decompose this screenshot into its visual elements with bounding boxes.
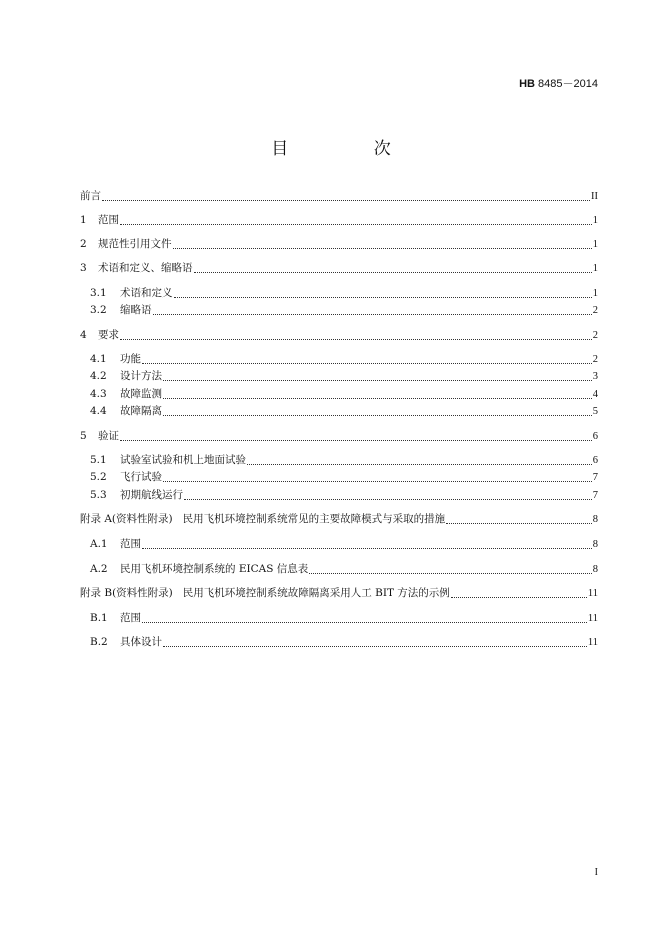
- toc-label: 民用飞机环境控制系统故障隔离采用人工 BIT 方法的示例: [182, 587, 450, 599]
- page-number: I: [594, 867, 598, 878]
- toc-entry-foreword[interactable]: [80, 188, 598, 204]
- toc-label: 民用飞机环境控制系统常见的主要故障模式与采取的措施: [182, 513, 446, 525]
- toc-number: 3.2: [90, 304, 107, 316]
- toc-page: 5: [592, 406, 598, 417]
- toc-number: A.2: [90, 563, 108, 575]
- toc-label: 故障监测: [120, 388, 162, 400]
- toc-entry-3-1[interactable]: [90, 285, 598, 301]
- leader-dots: [163, 398, 592, 399]
- toc-number: 4: [80, 329, 87, 341]
- toc-page: 2: [592, 305, 598, 316]
- leader-dots: [142, 363, 592, 364]
- toc-label: 设计方法: [120, 370, 162, 382]
- toc-label: 试验室试验和机上地面试验: [120, 454, 246, 466]
- toc-entry-annex-a[interactable]: [80, 511, 598, 527]
- toc-entry-3-2[interactable]: [90, 302, 598, 318]
- toc-page: 1: [592, 239, 598, 250]
- leader-dots: [163, 415, 592, 416]
- toc-label: 验证: [98, 430, 119, 442]
- standard-code: 8485－2014: [538, 78, 598, 90]
- toc-number: 5.1: [90, 454, 107, 466]
- toc-number: 4.4: [90, 405, 107, 417]
- toc-entry-4-3[interactable]: [90, 386, 598, 402]
- toc-entry-3[interactable]: [80, 260, 598, 276]
- toc-label: 术语和定义: [120, 287, 173, 299]
- leader-dots: [451, 597, 587, 598]
- toc-entry-5[interactable]: [80, 428, 598, 444]
- toc-page: 4: [592, 389, 598, 400]
- leader-dots: [184, 499, 592, 500]
- page-title: 目 次: [271, 139, 431, 159]
- toc-label: 范围: [120, 612, 141, 624]
- toc-entry-a-1[interactable]: [90, 536, 598, 552]
- toc-number: 5.2: [90, 471, 107, 483]
- leader-dots: [163, 646, 587, 647]
- toc-page: 1: [592, 215, 598, 226]
- toc-label: 民用飞机环境控制系统的 EICAS 信息表: [120, 563, 309, 575]
- toc-number: 2: [80, 238, 87, 250]
- leader-dots: [163, 481, 592, 482]
- toc-label: 术语和定义、缩略语: [98, 262, 193, 274]
- leader-dots: [247, 464, 592, 465]
- toc-number: 5: [80, 430, 87, 442]
- toc-entry-2[interactable]: [80, 236, 598, 252]
- toc-page: 3: [592, 371, 598, 382]
- toc-page: 8: [592, 514, 598, 525]
- toc-page: 1: [592, 263, 598, 274]
- toc-entry-annex-b[interactable]: [80, 585, 598, 601]
- toc-label: 缩略语: [120, 304, 152, 316]
- leader-dots: [120, 339, 592, 340]
- leader-dots: [120, 440, 592, 441]
- toc-label: 范围: [98, 214, 119, 226]
- toc-entry-4-1[interactable]: [90, 351, 598, 367]
- annex-type: (资料性附录): [111, 513, 173, 525]
- toc-entry-4[interactable]: [80, 327, 598, 343]
- toc-label: 功能: [120, 353, 141, 365]
- toc-number: 4.1: [90, 353, 107, 365]
- toc-number: B.2: [90, 636, 108, 648]
- toc-label: 前言: [80, 190, 101, 202]
- toc-page: 11: [587, 588, 598, 599]
- toc-entry-4-2[interactable]: [90, 368, 598, 384]
- toc-entry-1[interactable]: [80, 212, 598, 228]
- toc-number: 1: [80, 214, 87, 226]
- toc-entry-4-4[interactable]: [90, 403, 598, 419]
- toc-page: 11: [587, 613, 598, 624]
- toc-page: 8: [592, 564, 598, 575]
- toc-page: 7: [592, 490, 598, 501]
- toc-entry-5-3[interactable]: [90, 487, 598, 503]
- toc-number: A.1: [90, 538, 108, 550]
- toc-entry-5-1[interactable]: [90, 452, 598, 468]
- toc-number: 3: [80, 262, 87, 274]
- toc-page: II: [591, 191, 598, 202]
- leader-dots: [142, 548, 592, 549]
- toc-page: 6: [592, 455, 598, 466]
- leader-dots: [446, 523, 592, 524]
- standard-prefix: HB: [519, 78, 535, 90]
- toc-page: 2: [592, 354, 598, 365]
- leader-dots: [309, 573, 591, 574]
- toc-entry-5-2[interactable]: [90, 469, 598, 485]
- toc-number: 附录 B: [80, 587, 113, 599]
- toc-number: 附录 A: [80, 513, 112, 525]
- leader-dots: [163, 380, 592, 381]
- toc-entry-b-2[interactable]: [90, 634, 598, 650]
- toc-label: 规范性引用文件: [98, 238, 172, 250]
- toc-page: 11: [587, 637, 598, 648]
- leader-dots: [194, 272, 592, 273]
- toc-label: 故障隔离: [120, 405, 162, 417]
- leader-dots: [102, 200, 590, 201]
- toc-page: 1: [592, 288, 598, 299]
- toc-entry-b-1[interactable]: [90, 610, 598, 626]
- toc-label: 要求: [98, 329, 119, 341]
- toc-page: 6: [592, 431, 598, 442]
- leader-dots: [174, 297, 592, 298]
- toc-number: B.1: [90, 612, 108, 624]
- toc-number: 5.3: [90, 489, 107, 501]
- toc-label: 飞行试验: [120, 471, 162, 483]
- toc-label: 初期航线运行: [120, 489, 183, 501]
- toc-page: 8: [592, 539, 598, 550]
- toc-number: 4.3: [90, 388, 107, 400]
- leader-dots: [120, 224, 592, 225]
- leader-dots: [142, 622, 587, 623]
- toc-page: 7: [592, 472, 598, 483]
- toc-page: 2: [592, 330, 598, 341]
- toc-number: 4.2: [90, 370, 107, 382]
- toc-label: 具体设计: [120, 636, 162, 648]
- toc-number: 3.1: [90, 287, 107, 299]
- leader-dots: [173, 248, 592, 249]
- leader-dots: [153, 314, 592, 315]
- toc-label: 范围: [120, 538, 141, 550]
- annex-type: (资料性附录): [112, 587, 173, 599]
- toc-entry-a-2[interactable]: [90, 561, 598, 577]
